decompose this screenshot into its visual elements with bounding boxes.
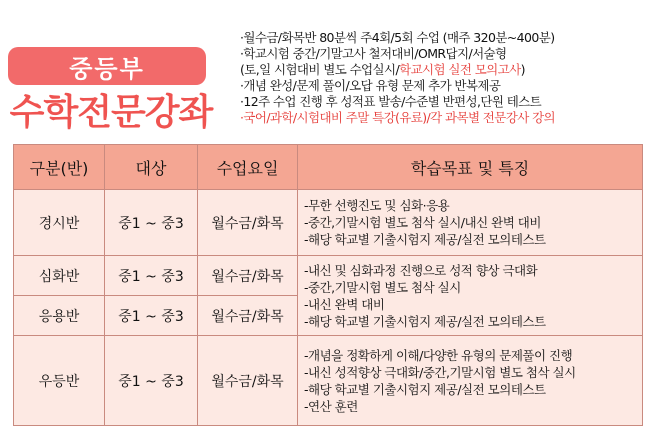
note-line [240,62,650,78]
header-features: 학습목표 및 특징 [298,145,643,190]
cell-days: 월수금/화목 [198,336,298,426]
feature-item: -해당 학교별 기출시험지 제공/실전 모의테스트 [304,232,546,247]
note-line: ·개념 완성/문제 풀이/오답 유형 문제 추가 반복제공 [240,78,501,93]
note-text: ) [520,62,525,77]
course-notes [240,30,650,126]
cell-days: 월수금/화목 [198,296,298,336]
cell-target: 중1 ~ 중3 [105,256,198,296]
feature-item: -내신 완벽 대비 [304,296,385,312]
note-line: ·학교시험 중간/기말고사 철저대비/OMR답지/서술형 [240,46,507,61]
feature-item: -연산 훈련 [304,398,358,414]
level-badge-label: 중등부 [69,54,145,83]
note-line-highlight: ·국어/과학/시험대비 주말 특강(유료)/각 과목별 전문강사 강의 [240,110,556,125]
feature-item: -개념을 정확하게 이해/다양한 유형의 문제풀이 진행 [304,347,573,363]
cell-target: 중1 ~ 중3 [105,190,198,256]
header-target: 대상 [105,145,198,190]
cell-target: 중1 ~ 중3 [105,296,198,336]
cell-days: 월수금/화목 [198,256,298,296]
note-highlight: 학교시험 실전 모의고사 [399,62,521,77]
feature-item: -중간,기말시험 별도 첨삭 실시/내신 완벽 대비 [304,215,541,230]
class-table [13,144,643,426]
cell-features [298,256,643,336]
feature-item: -해당 학교별 기출시험지 제공/실전 모의테스트 [304,381,546,397]
note-line: ·12주 수업 진행 후 성적표 발송/수준별 반편성,단원 테스트 [240,94,542,109]
cell-target: 중1 ~ 중3 [105,336,198,426]
note-line: ·월수금/화목반 80분씩 주4회/5회 수업 (매주 320분~400분) [240,30,555,45]
header-days: 수업요일 [198,145,298,190]
cell-days: 월수금/화목 [198,190,298,256]
cell-class: 우등반 [14,336,105,426]
feature-item: -내신 성적향상 극대화/중간,기말시험 별도 첨삭 실시 [304,364,576,380]
header-class: 구분(반) [14,145,105,190]
table-row [14,256,643,296]
note-text: (토,일 시험대비 별도 수업실시/ [240,62,400,77]
table-header-row [14,145,643,190]
cell-class: 경시반 [14,190,105,256]
table-row [14,190,643,256]
feature-item: -무한 선행진도 및 심화·응용 [304,198,450,213]
cell-class: 응용반 [14,296,105,336]
cell-features [298,190,643,256]
cell-features [298,336,643,426]
feature-item: -내신 및 심화과정 진행으로 성적 향상 극대화 [304,262,538,278]
level-badge [8,47,206,85]
feature-item: -중간,기말시험 별도 첨삭 실시 [304,279,461,295]
table-row [14,336,643,426]
course-title: 수학전문강좌 [9,92,213,133]
cell-class: 심화반 [14,256,105,296]
feature-item: -해당 학교별 기출시험지 제공/실전 모의테스트 [304,313,546,329]
